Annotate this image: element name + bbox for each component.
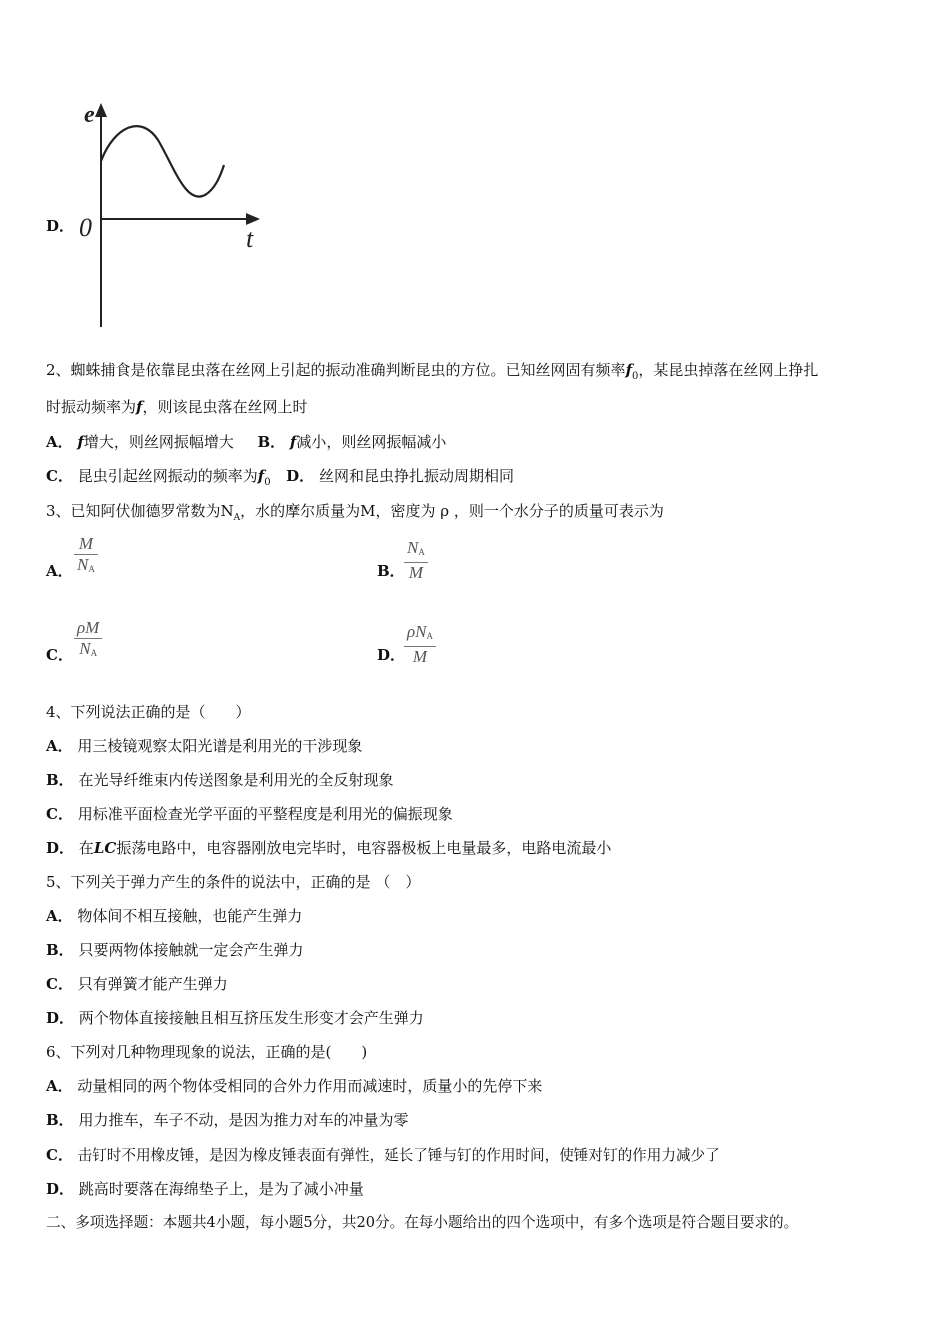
q2-options-cd	[46, 466, 514, 493]
q2-f: f	[136, 398, 143, 416]
q5-option-c-label: C．	[46, 975, 73, 993]
q2-option-a-label: A．	[46, 433, 73, 451]
q3-d-num-sub: A	[426, 631, 433, 641]
q3-option-b-den	[404, 563, 428, 583]
q4-option-a-text: 用三棱镜观察太阳光谱是利用光的干涉现象	[77, 737, 363, 755]
q3-option-d-label: D．	[377, 646, 406, 664]
q3-option-c-den	[74, 639, 102, 663]
q3-option-b-num	[404, 538, 428, 563]
q2-stem-text-b: ，某昆虫掉落在丝网上挣扎	[638, 361, 819, 379]
q4-option-b-text: 在光导纤维束内传送图象是利用光的全反射现象	[78, 771, 394, 789]
q5-option-d-text: 两个物体直接接触且相互挤压发生形变才会产生弹力	[78, 1009, 424, 1027]
q3-option-a-num	[74, 534, 98, 555]
q3-option-a-label: A．	[46, 562, 73, 580]
q3-a-num-text: M	[78, 534, 93, 553]
origin-label: 0	[79, 213, 92, 242]
q6-option-b	[46, 1110, 408, 1130]
q4-stem: 4、下列说法正确的是（ ）	[46, 703, 251, 721]
q2-stem-line2	[46, 397, 307, 417]
q3-option-c-num	[74, 618, 102, 639]
q6-option-b-text: 用力推车，车子不动，是因为推力对车的冲量为零	[78, 1111, 409, 1129]
q6-option-c-label: C．	[46, 1146, 73, 1164]
section-2-heading: 二、多项选择题：本题共4小题，每小题5分，共20分。在每小题给出的四个选项中，有多个选项是符合题目要求的。	[46, 1214, 799, 1231]
q6-option-a-label: A．	[46, 1077, 73, 1095]
q5-option-d-label: D．	[46, 1009, 75, 1027]
q3-d-den-text: M	[412, 647, 428, 666]
q3-option-d-num	[404, 622, 436, 647]
q3-stem	[46, 501, 664, 528]
q6-option-b-label: B．	[46, 1111, 74, 1129]
q6-option-d-text: 跳高时要落在海绵垫子上，是为了减小冲量	[78, 1180, 364, 1198]
q4-option-a-label: A．	[46, 737, 73, 755]
q3-b-num-text: N	[407, 538, 419, 557]
q3-c-den-text: N	[79, 639, 91, 658]
q3-stem-text-b: ，水的摩尔质量为M，密度为 ρ ，则一个水分子的质量可表示为	[240, 502, 664, 520]
q3-stem-text-a: 3、已知阿伏伽德罗常数为N	[46, 502, 234, 520]
q2-option-c-sub: 0	[264, 477, 271, 488]
q3-stem-sub: A	[233, 513, 241, 523]
q3-b-num-sub: A	[418, 547, 425, 557]
q6-stem: 6、下列对几种物理现象的说法，正确的是( )	[46, 1043, 368, 1061]
q3-option-d-fraction	[404, 622, 436, 667]
q3-option-d-den	[404, 647, 436, 667]
q5-option-a-label: A．	[46, 907, 73, 925]
q4-option-a	[46, 736, 362, 756]
q6-option-c-text: 击钉时不用橡皮锤，是因为橡皮锤表面有弹性，延长了锤与钉的作用时间，使锤对钉的作用力减少了	[77, 1147, 720, 1164]
q2-stem-text-d: ，则该昆虫落在丝网上时	[142, 398, 308, 416]
x-axis-label: t	[246, 224, 254, 253]
q3-option-c-fraction	[74, 618, 102, 663]
q4-option-d-var: LC	[93, 839, 117, 857]
q6-option-c	[46, 1145, 720, 1166]
q5-option-a	[46, 906, 302, 926]
q2-option-b: 减小，则丝网振幅减小	[296, 433, 447, 451]
q2-f0: f	[625, 361, 633, 379]
q3-d-num-text: ρN	[407, 622, 427, 641]
q3-b-den-text: M	[408, 563, 423, 582]
q4-option-d-label: D．	[46, 839, 75, 857]
q5-option-c-text: 只有弹簧才能产生弹力	[77, 975, 228, 993]
sine-curve	[101, 126, 224, 196]
q5-option-b	[46, 940, 303, 960]
q4-option-d-text-b: 振荡电路中，电容器刚放电完毕时，电容器极板上电量最多，电路电流最小	[116, 839, 612, 857]
q2-stem-text-a: 2、蜘蛛捕食是依靠昆虫落在丝网上引起的振动准确判断昆虫的方位。已知丝网固有频率	[46, 361, 626, 379]
q2-option-c: 昆虫引起丝网振动的频率为	[77, 467, 258, 485]
q3-option-a-den	[74, 555, 98, 579]
q4-option-c-text: 用标准平面检查光学平面的平整程度是利用光的偏振现象	[77, 805, 453, 823]
q2-stem-line1	[46, 360, 818, 387]
q2-option-a: 增大，则丝网振幅增大	[83, 433, 234, 451]
q6-option-a-text: 动量相同的两个物体受相同的合外力作用而减速时，质量小的先停下来	[77, 1077, 543, 1095]
q3-c-den-sub: A	[90, 648, 98, 658]
q5-option-b-text: 只要两物体接触就一定会产生弹力	[78, 941, 304, 959]
option-d-label: D．	[46, 217, 75, 235]
q3-option-c-label: C．	[46, 646, 73, 664]
q2-option-c-label: C．	[46, 467, 73, 485]
q4-option-d-text-a: 在	[78, 839, 94, 857]
q3-a-den-text: N	[77, 555, 89, 574]
q3-option-a-fraction	[74, 534, 98, 579]
q2-option-a-var: f	[77, 433, 84, 451]
y-axis-arrow-icon	[95, 103, 107, 117]
q3-option-b-fraction	[404, 538, 428, 583]
q4-option-d	[46, 838, 611, 858]
q2-option-c-var: f	[257, 467, 265, 485]
q2-option-d: 丝网和昆虫挣扎振动周期相同	[318, 467, 514, 485]
q5-option-b-label: B．	[46, 941, 74, 959]
q3-a-den-sub: A	[88, 564, 95, 574]
q5-option-c	[46, 974, 228, 994]
q6-option-a	[46, 1076, 542, 1096]
q3-option-b-label: B．	[377, 562, 405, 580]
q4-option-c	[46, 804, 453, 824]
q3-c-num-text: ρM	[77, 618, 100, 637]
e-t-graph	[70, 95, 270, 335]
q6-option-d-label: D．	[46, 1180, 75, 1198]
q2-option-d-label: D．	[286, 467, 315, 485]
q5-stem: 5、下列关于弹力产生的条件的说法中，正确的是 （ ）	[46, 873, 421, 891]
q2-f0-sub: 0	[632, 371, 639, 382]
q4-option-b	[46, 770, 393, 790]
y-axis-label: e	[84, 102, 95, 128]
q4-option-b-label: B．	[46, 771, 74, 789]
q2-options-ab	[46, 432, 446, 452]
q2-option-b-var: f	[289, 433, 297, 451]
q5-option-a-text: 物体间不相互接触，也能产生弹力	[77, 907, 303, 925]
q6-option-d	[46, 1179, 364, 1199]
q2-option-b-label: B．	[257, 433, 286, 451]
q5-option-d	[46, 1008, 424, 1028]
q2-stem-text-c: 时振动频率为	[46, 398, 137, 416]
q4-option-c-label: C．	[46, 805, 73, 823]
